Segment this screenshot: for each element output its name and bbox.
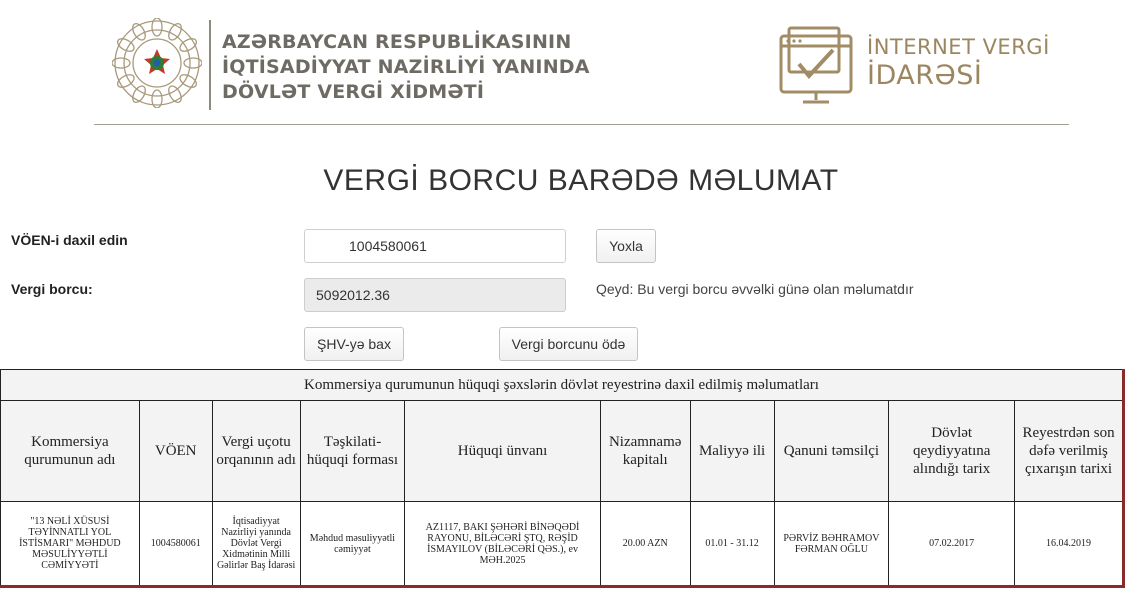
voen-input[interactable] — [304, 229, 566, 263]
cell-address: AZ1117, BAKI ŞƏHƏRİ BİNƏQƏDİ RAYONU, BİLƏCƏRİ ŞTQ, RƏŞİD İSMAYILOV (BİLƏCƏRİ QƏS.), ev MƏH.2025 — [405, 502, 600, 587]
cell-company-name: "13 NƏLİ XÜSUSİ TƏYİNNATLI YOL İSTİSMARI" MƏHDUD MƏSULİYYƏTLİ CƏMİYYƏTİ — [1, 502, 140, 587]
view-shv-button[interactable]: ŞHV-yə bax — [304, 327, 404, 361]
header-rule — [94, 124, 1069, 125]
cell-tax-office: İqtisadiyyat Nazirliyi yanında Dövlət Vergi Xidmətinin Milli Gəlirlər Baş İdarəsi — [212, 502, 300, 587]
column-header-registration-date: Dövlət qeydiyyatına alındığı tarix — [889, 401, 1015, 502]
column-header-representative: Qanuni təmsilçi — [774, 401, 889, 502]
column-header-company-name: Kommersiya qurumunun adı — [1, 401, 140, 502]
tax-debt-label: Vergi borcu: — [11, 281, 93, 297]
debt-note: Qeyd: Bu vergi borcu əvvəlki günə olan məlumatdır — [596, 281, 914, 297]
column-header-legal-form: Təşkilati-hüquqi forması — [300, 401, 405, 502]
cell-extract-date: 16.04.2019 — [1015, 502, 1124, 587]
brand-line1: İNTERNET VERGİ — [867, 35, 1050, 59]
cell-voen: 1004580061 — [139, 502, 212, 587]
column-header-fiscal-year: Maliyyə ili — [690, 401, 774, 502]
site-header — [0, 0, 1125, 126]
column-header-capital: Nizamnamə kapitalı — [600, 401, 690, 502]
registry-caption: Kommersiya qurumunun hüquqi şəxslərin dövlət reyestrinə daxil edilmiş məlumatları — [1, 370, 1124, 401]
org-name-line2: İQTİSADİYYAT NAZİRLİYİ YANINDA — [222, 56, 590, 78]
organization-name — [222, 30, 590, 105]
cell-registration-date: 07.02.2017 — [889, 502, 1015, 587]
column-header-extract-date: Reyestrdən son dəfə verilmiş çıxarışın tarixi — [1015, 401, 1124, 502]
column-header-tax-office: Vergi uçotu orqanının adı — [212, 401, 300, 502]
check-button[interactable]: Yoxla — [596, 229, 656, 263]
brand-name — [867, 34, 1050, 92]
cell-capital: 20.00 AZN — [600, 502, 690, 587]
page-title: VERGİ BORCU BARƏDƏ MƏLUMAT — [323, 164, 839, 197]
column-header-voen: VÖEN — [139, 401, 212, 502]
pay-tax-debt-button[interactable]: Vergi borcunu ödə — [499, 327, 638, 361]
table-row — [1, 502, 1124, 587]
brand-line2: İDARƏSİ — [867, 60, 983, 91]
org-name-line3: DÖVLƏT VERGİ XİDMƏTİ — [222, 81, 485, 103]
tax-debt-field — [304, 278, 566, 312]
column-header-address: Hüquqi ünvanı — [405, 401, 600, 502]
emblem-icon — [112, 18, 202, 108]
cell-legal-form: Məhdud məsuliyyətli cəmiyyət — [300, 502, 405, 587]
voen-label: VÖEN-i daxil edin — [11, 232, 128, 248]
org-name-line1: AZƏRBAYCAN RESPUBLİKASININ — [222, 31, 572, 53]
cell-representative: PƏRVİZ BƏHRAMOV FƏRMAN OĞLU — [774, 502, 889, 587]
computer-check-icon — [777, 22, 855, 106]
cell-fiscal-year: 01.01 - 31.12 — [690, 502, 774, 587]
registry-table — [0, 369, 1125, 588]
header-divider — [209, 20, 211, 110]
